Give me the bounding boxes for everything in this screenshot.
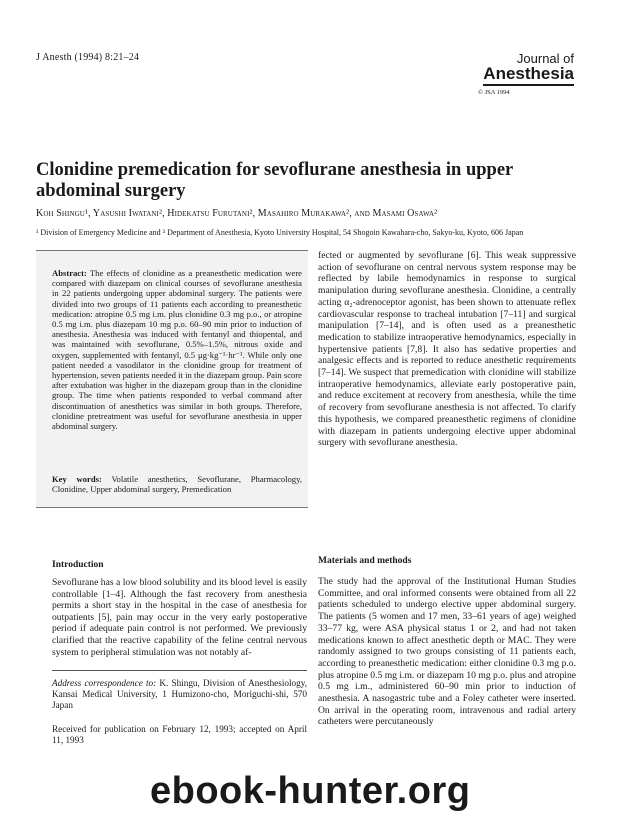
footnote-divider	[52, 670, 307, 671]
watermark: ebook-hunter.org	[150, 770, 471, 812]
introduction-continued: fected or augmented by sevoflurane [6]. This weak suppressive action of sevoflurane on central nervous system response may be reflected by labile hemodynamics in response to surgical manipulation during sevoflurane anesthesia. Clonidine, a centrally acting α₂-adrenoceptor agonist, has been shown to attenuate reflex cardiovascular response to tracheal intubation [7–11] and surgical manipulation [7–14], and is often used as a preanesthetic medication to stabilize intraoperative hemodynamics, especially in hypertensive patients [7,8]. It also has sedative properties and analgesic effects and is reported to reduce anesthetic requirements [7–14]. We suspect that premedication with clonidine will stabilize intraoperative hemodynamics, alleviate early postoperative pain, and reduce excitement at recovery from anesthesia, while the time of recovery from sevoflurane anesthesia is not affected. To clarify this hypothesis, we compared preanesthetic regimens of clonidine with diazepam in patients undergoing elective upper abdominal surgery with sevoflurane anesthesia.	[318, 250, 576, 449]
author-list: Koh Shingu¹, Yasushi Iwatani², Hidekatsu Furutani², Masahiro Murakawa², and Masami Osawa²	[36, 208, 438, 219]
correspondence-text: K. Shingu, Division of Anesthesiology, Kansai Medical University, 1 Humizono-cho, Moriguchi-shi, 570 Japan	[52, 678, 307, 711]
abstract-text: The effects of clonidine as a preanesthetic medication were compared with diazepam on clinical courses of sevoflurane anesthesia in 22 patients undergoing upper abdominal surgery. The patients were divided into two groups of 11 patients each according to preanesthetic medication: atropine 0.5 mg i.m. plus clonidine 0.3 mg p.o., or atropine 0.5 mg i.m. plus diazepam 10 mg p.o. 60–90 min prior to induction of anesthesia. Anesthesia was induced with fentanyl and thiopental, and was maintained with sevoflurane, 0.5%–1.5%, nitrous oxide and oxygen, supplemented with fentanyl, 0.5 μg·kg⁻¹·hr⁻¹. While only one patient needed a vasodilator in the clonidine group for treatment of hypertension, seven patients needed it in the diazepam group. Pain score after extubation was higher in the diazepam group than in the clonidine group. The time when patients responded to verbal command after discontinuation of anesthetics was similar in both groups. Therefore, clonidine pretreatment was useful for sevoflurane anesthesia in upper abdominal surgery.	[52, 268, 302, 432]
author-affiliation: ¹ Division of Emergency Medicine and ² Department of Anesthesia, Kyoto University Hospital, 54 Shogoin Kawahara-cho, Sakyo-ku, Kyoto, 606 Japan	[36, 228, 524, 237]
methods-text: The study had the approval of the Institutional Human Studies Committee, and oral informed consents were obtained from all 22 patients scheduled to undergo elective upper abdominal surgery. The patients (5 women and 17 men, 33–61 years of age) weighed 33–77 kg, were ASA physical status 1 or 2, and had not taken medications known to affect anesthetic depth or MAC. They were randomly assigned to two groups consisting of 11 patients each, according to preanesthetic medication: either clonidine 0.3 mg p.o. plus atropine 0.5 mg i.m. or diazepam 10 mg p.o. plus and atropine 0.5 mg i.m., administered 60–90 min prior to induction of anesthesia. A nasogastric tube and a Foley catheter were inserted. On arrival in the operating room, intravenous and radial artery catheters were percutaneously	[318, 576, 576, 728]
keywords-label: Key words:	[52, 474, 102, 484]
abstract	[52, 268, 302, 431]
copyright-notice: © JSA 1994	[478, 89, 510, 96]
journal-logo	[474, 52, 574, 96]
methods-heading: Materials and methods	[318, 556, 412, 566]
received-note: Received for publication on February 12, 1993; accepted on April 11, 1993	[52, 724, 307, 746]
abstract-label: Abstract:	[52, 268, 87, 278]
correspondence-label: Address correspondence to:	[52, 678, 157, 688]
journal-of-text: Journal of	[516, 51, 574, 66]
keywords-text: Volatile anesthetics, Sevoflurane, Pharmacology, Clonidine, Upper abdominal surgery, Premedication	[52, 474, 302, 495]
introduction-heading: Introduction	[52, 560, 104, 570]
journal-citation: J Anesth (1994) 8:21–24	[36, 52, 140, 63]
introduction-text: Sevoflurane has a low blood solubility and its blood level is easily controllable [1–4]. Although the fast recovery from anesthesia permits a short stay in the hospital in the case of anesthesia for outpatients [5], pain may occur in the very early postoperative period if adequate pain control is not performed. We previously clarified that the reactive capability of the feline central nervous system to peripheral stimulation was not notably af-	[52, 577, 307, 658]
keywords	[52, 474, 302, 494]
correspondence-note	[52, 678, 307, 712]
journal-name: Anesthesia	[483, 65, 574, 86]
article-title: Clonidine premedication for sevoflurane anesthesia in upper abdominal surgery	[36, 160, 513, 201]
